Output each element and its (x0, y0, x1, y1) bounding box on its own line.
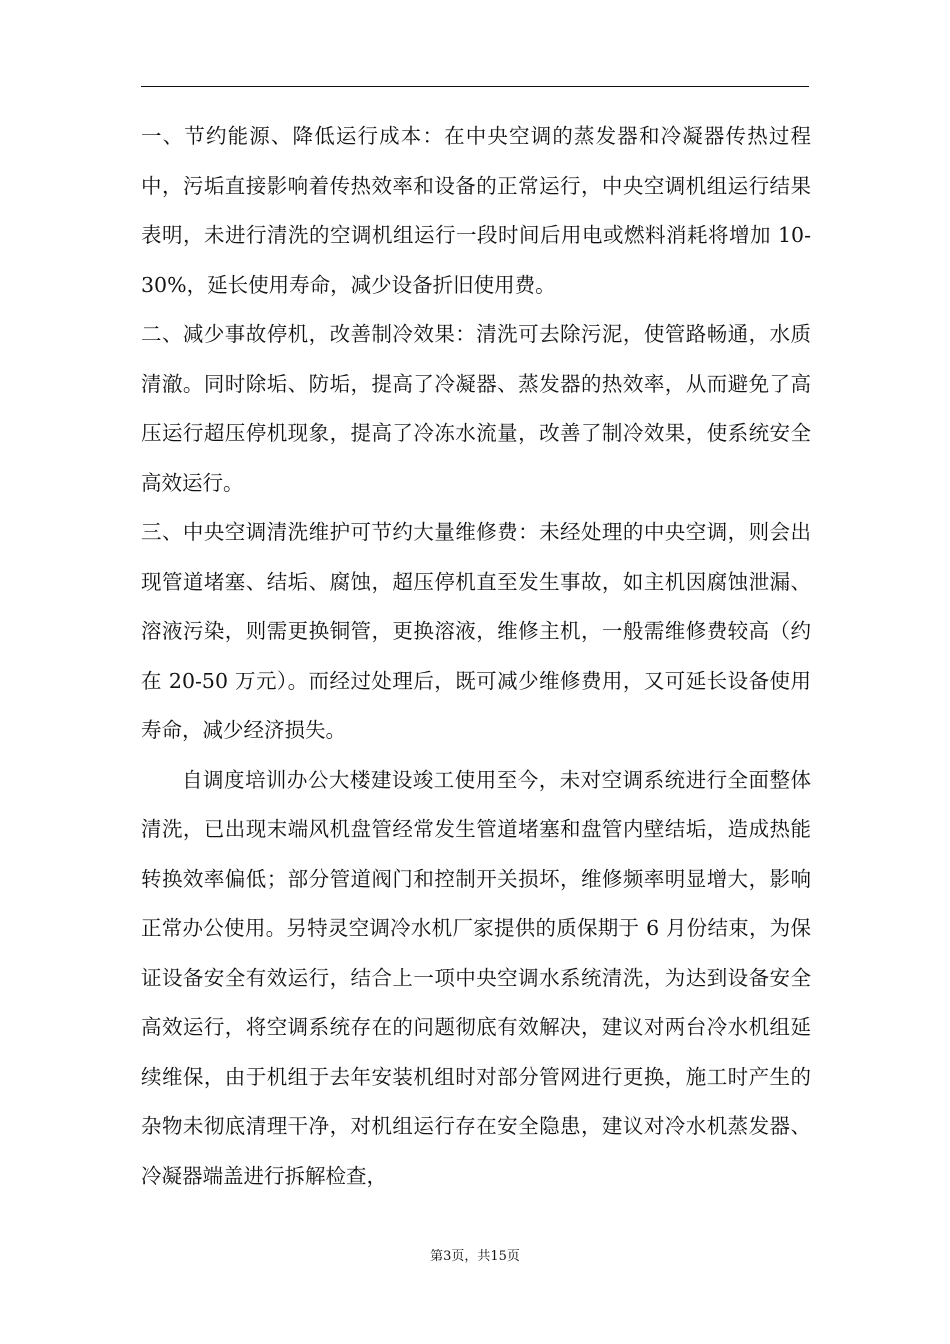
header-rule (141, 86, 809, 87)
page-number: 第3页，共15页 (430, 1249, 520, 1264)
paragraph-reduce-downtime: 二、减少事故停机，改善制冷效果：清洗可去除污泥，使管路畅通，水质清澈。同时除垢、防垢，提高了冷凝器、蒸发器的热效率，从而避免了高压运行超压停机现象，提高了冷冻水流量，改善了制冷效果，使系统安全高效运行。 (141, 322, 811, 495)
paragraph-maintenance-cost: 三、中央空调清洗维护可节约大量维修费：未经处理的中央空调，则会出现管道堵塞、结垢、腐蚀，超压停机直至发生事故，如主机因腐蚀泄漏、溶液污染，则需更换铜管，更换溶液，维修主机，一般需维修费较高（约在 20-50 万元）。而经过处理后，既可减少维修费用，又可延长设备使用寿命，减少经济损失。 (141, 520, 811, 742)
document-body (141, 112, 811, 1201)
paragraph-energy-saving: 一、节约能源、降低运行成本：在中央空调的蒸发器和冷凝器传热过程中，污垢直接影响着传热效率和设备的正常运行，中央空调机组运行结果表明，未进行清洗的空调机组运行一段时间后用电或燃料消耗将增加 10-30%，延长使用寿命，减少设备折旧使用费。 (141, 124, 811, 297)
paragraph-building-status: 自调度培训办公大楼建设竣工使用至今，未对空调系统进行全面整体清洗，已出现末端风机盘管经常发生管道堵塞和盘管内壁结垢，造成热能转换效率偏低；部分管道阀门和控制开关损坏，维修频率明显增大，影响正常办公使用。另特灵空调冷水机厂家提供的质保期于 6 月份结束，为保证设备安全有效运行，结合上一项中央空调水系统清洗，为达到设备安全高效运行，将空调系统存在的问题彻底有效解决，建议对两台冷水机组延续维保，由于机组于去年安装机组时对部分管网进行更换，施工时产生的杂物未彻底清理干净，对机组运行存在安全隐患，建议对冷水机蒸发器、冷凝器端盖进行拆解检查， (141, 767, 811, 1188)
